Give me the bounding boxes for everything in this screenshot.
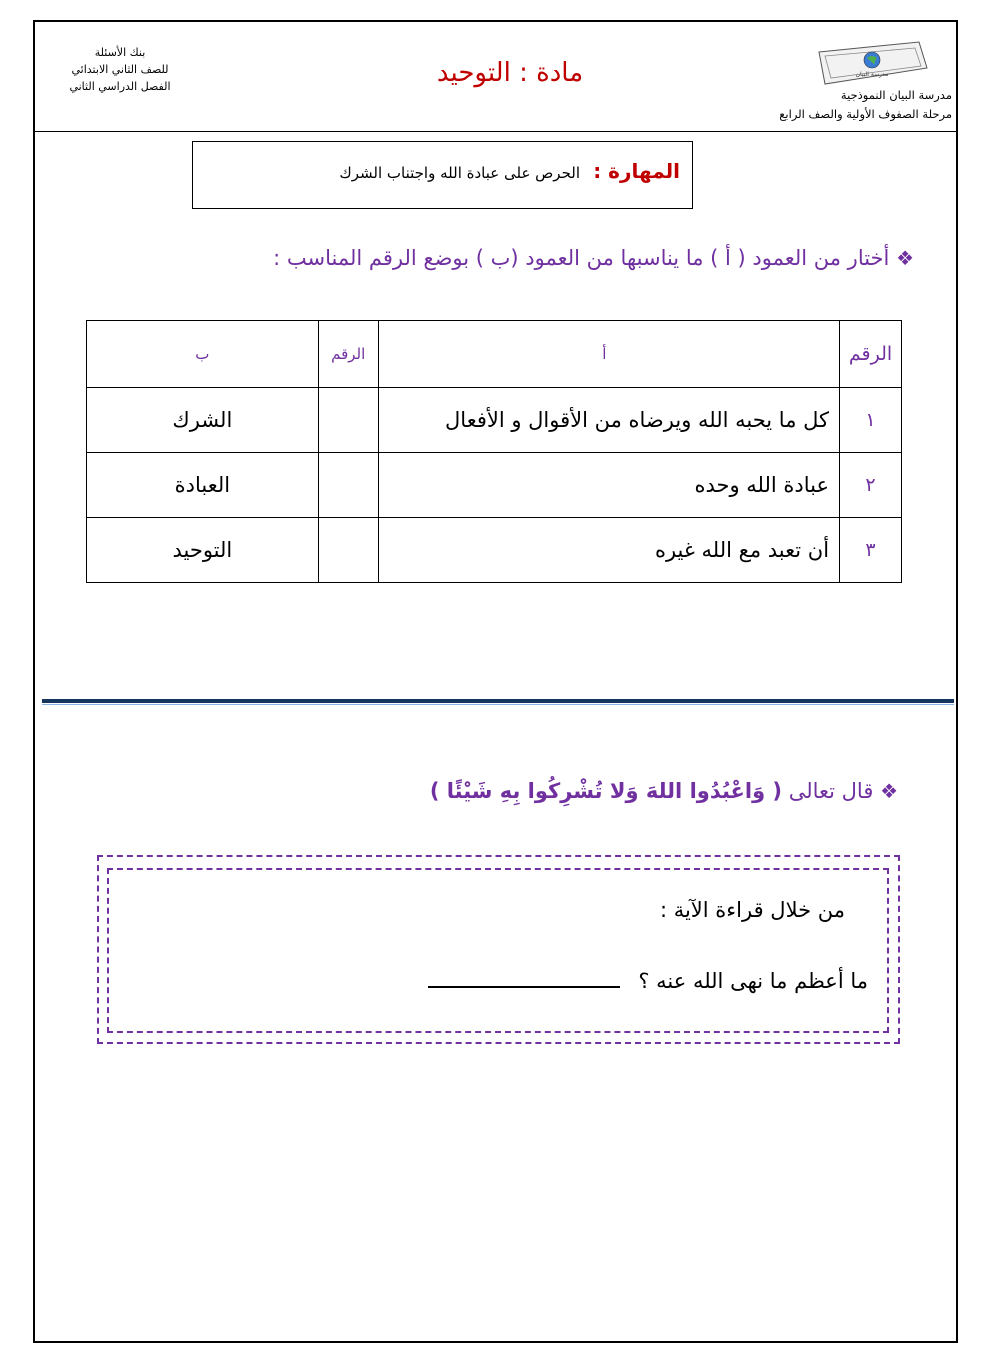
matching-table <box>86 320 902 583</box>
section-divider-thin <box>42 704 954 705</box>
row-number: ٢ <box>840 453 902 518</box>
answer-input-cell[interactable] <box>318 453 378 518</box>
answer-input-cell[interactable] <box>318 518 378 583</box>
skill-box <box>192 141 693 209</box>
skill-text: الحرص على عبادة الله واجتناب الشرك <box>339 164 580 182</box>
school-name: مدرسة البيان النموذجية <box>840 88 952 102</box>
school-stage: مرحلة الصفوف الأولية والصف الرابع <box>779 107 952 121</box>
question-2-lead: قال تعالى <box>788 779 874 803</box>
header-left-line: بنك الأسئلة <box>94 46 146 59</box>
column-b-cell: التوحيد <box>87 518 319 583</box>
header-left-info <box>40 44 200 95</box>
header-num: الرقم <box>840 321 902 388</box>
school-logo <box>815 38 930 90</box>
header-left-line: للصف الثاني الابتدائي <box>71 63 169 76</box>
table-row <box>87 453 902 518</box>
answer-input-cell[interactable] <box>318 388 378 453</box>
column-a-cell: أن تعبد مع الله غيره <box>378 518 839 583</box>
header-left-line: الفصل الدراسي الثاني <box>69 80 171 93</box>
table-row <box>87 518 902 583</box>
header-column-b: ب <box>87 321 319 388</box>
quran-verse: ( وَاعْبُدُوا اللهَ وَلا تُشْرِكُوا بِهِ شَيْئًا ) <box>429 779 783 803</box>
row-number: ٣ <box>840 518 902 583</box>
logo-text: مدرسة البيان <box>855 71 889 78</box>
column-a-cell: عبادة الله وحده <box>378 453 839 518</box>
reading-label: من خلال قراءة الآية : <box>659 898 845 922</box>
page-frame <box>33 20 958 1343</box>
answer-question <box>428 966 868 993</box>
row-number: ١ <box>840 388 902 453</box>
header-divider <box>35 131 956 132</box>
question-2 <box>430 779 898 803</box>
subject-title: مادة : التوحيد <box>436 58 584 88</box>
question-1-text: أختار من العمود ( أ ) ما يناسبها من العمود (ب ) بوضع الرقم المناسب : <box>273 246 890 270</box>
header-right-info <box>720 86 952 124</box>
header-answer-num: الرقم <box>318 321 378 388</box>
column-b-cell: الشرك <box>87 388 319 453</box>
question-text: ما أعظم ما نهى الله عنه ؟ <box>638 969 868 993</box>
section-divider <box>42 699 954 703</box>
answer-box-inner <box>107 868 889 1033</box>
answer-blank[interactable] <box>428 966 620 988</box>
diamond-bullet-icon: ❖ <box>896 246 914 270</box>
header-column-a: أ <box>378 321 839 388</box>
question-1 <box>273 246 914 270</box>
diamond-bullet-icon: ❖ <box>880 779 898 803</box>
table-header-row <box>87 321 902 388</box>
table-row <box>87 388 902 453</box>
column-a-cell: كل ما يحبه الله ويرضاه من الأقوال و الأفعال <box>378 388 839 453</box>
column-b-cell: العبادة <box>87 453 319 518</box>
skill-label: المهارة : <box>593 159 680 183</box>
